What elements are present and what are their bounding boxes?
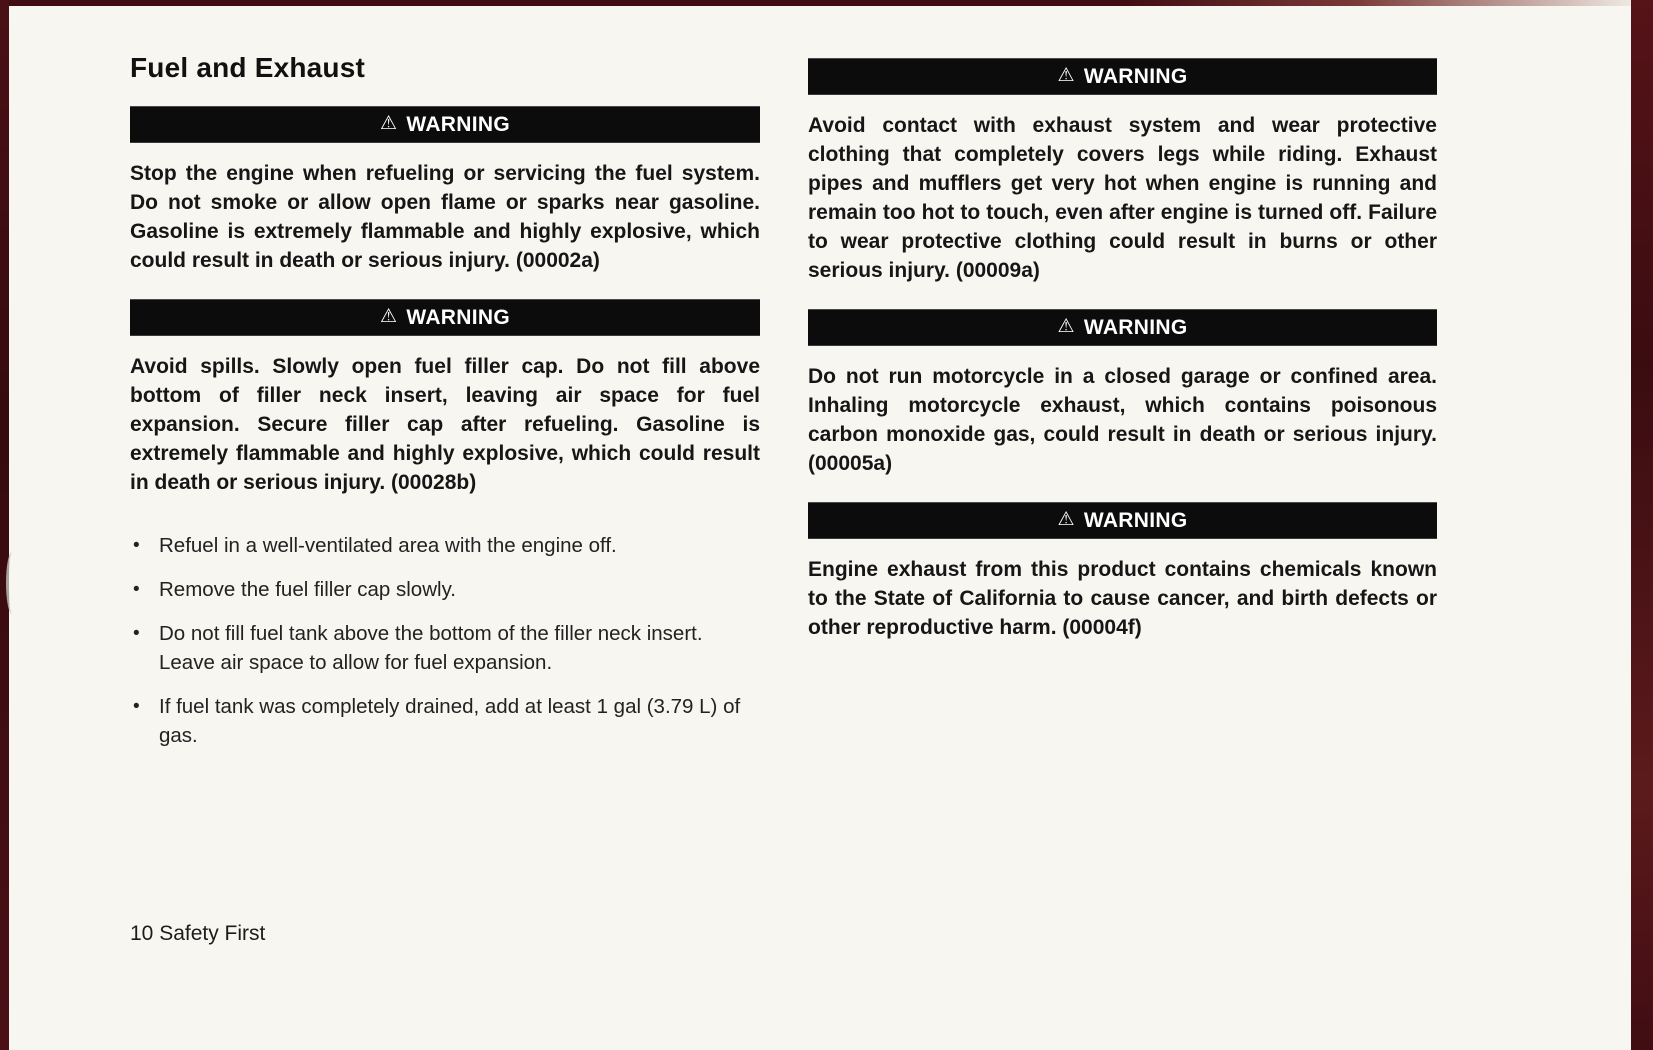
warning-triangle-icon: ⚠: [380, 112, 398, 134]
warning-banner: [130, 299, 760, 336]
warning-triangle-icon: ⚠: [1057, 64, 1075, 86]
page-title: Fuel and Exhaust: [130, 52, 366, 83]
warning-block-fuel-spills: [130, 299, 760, 497]
warning-triangle-icon: ⚠: [1057, 315, 1075, 337]
warning-block-exhaust-contact: [808, 58, 1437, 285]
warning-triangle-icon: ⚠: [380, 305, 398, 327]
page-footer: 10 Safety First: [130, 922, 266, 945]
page-edge-right: [1631, 0, 1653, 1050]
page-content: [130, 52, 1437, 765]
refueling-bullet-list: [130, 531, 760, 750]
warning-banner: [808, 502, 1437, 539]
page-edge-top: [0, 0, 1653, 6]
warning-text: Avoid spills. Slowly open fuel filler cap. Do not fill above bottom of filler neck insert, leaving air space for fuel expansion. Secure filler cap after refueling. Gasoline is extremely flammable and highly explosive, which could result in death or serious injury. (00028b): [130, 355, 760, 494]
warning-banner: [130, 106, 760, 143]
warning-text: Stop the engine when refueling or servicing the fuel system. Do not smoke or allow open flame or sparks near gasoline. Gasoline is extremely flammable and highly explosive, which could result in death or serious injury. (00002a): [130, 162, 760, 272]
warning-banner-label: WARNING: [406, 112, 510, 136]
warning-banner-label: WARNING: [1083, 508, 1188, 532]
warning-block-california-prop65: [808, 502, 1437, 642]
scan-artifact: [6, 552, 16, 614]
warning-banner: [808, 309, 1437, 346]
warning-text: Engine exhaust from this product contains chemicals known to the State of California to cause cancer, and birth defects or other reproductive harm. (00004f): [808, 558, 1437, 639]
bullet-item: • Do not fill fuel tank above the bottom of the filler neck insert. Leave air space to allow for fuel expansion.: [130, 619, 760, 677]
warning-banner-label: WARNING: [1083, 315, 1188, 339]
page-edge-left: [0, 0, 9, 1050]
warning-text: Avoid contact with exhaust system and wear protective clothing that completely covers legs while riding. Exhaust pipes and mufflers get very hot when engine is running and remain too hot to touch, even after engine is turned off. Failure to wear protective clothing could result in burns or other serious injury. (00009a): [808, 114, 1437, 282]
right-column: [808, 52, 1437, 765]
bullet-item: • Remove the fuel filler cap slowly.: [130, 575, 760, 604]
warning-banner: [808, 58, 1437, 95]
warning-block-fuel-servicing: [130, 106, 760, 275]
bullet-item: • If fuel tank was completely drained, add at least 1 gal (3.79 L) of gas.: [130, 692, 760, 750]
warning-triangle-icon: ⚠: [1057, 508, 1075, 530]
warning-banner-label: WARNING: [406, 305, 510, 329]
warning-text: Do not run motorcycle in a closed garage or confined area. Inhaling motorcycle exhaust, which contains poisonous carbon monoxide gas, could result in death or serious injury. (00005a): [808, 365, 1437, 475]
warning-banner-label: WARNING: [1083, 64, 1188, 88]
left-column: [130, 52, 760, 765]
warning-block-carbon-monoxide: [808, 309, 1437, 478]
bullet-item: • Refuel in a well-ventilated area with the engine off.: [130, 531, 760, 560]
